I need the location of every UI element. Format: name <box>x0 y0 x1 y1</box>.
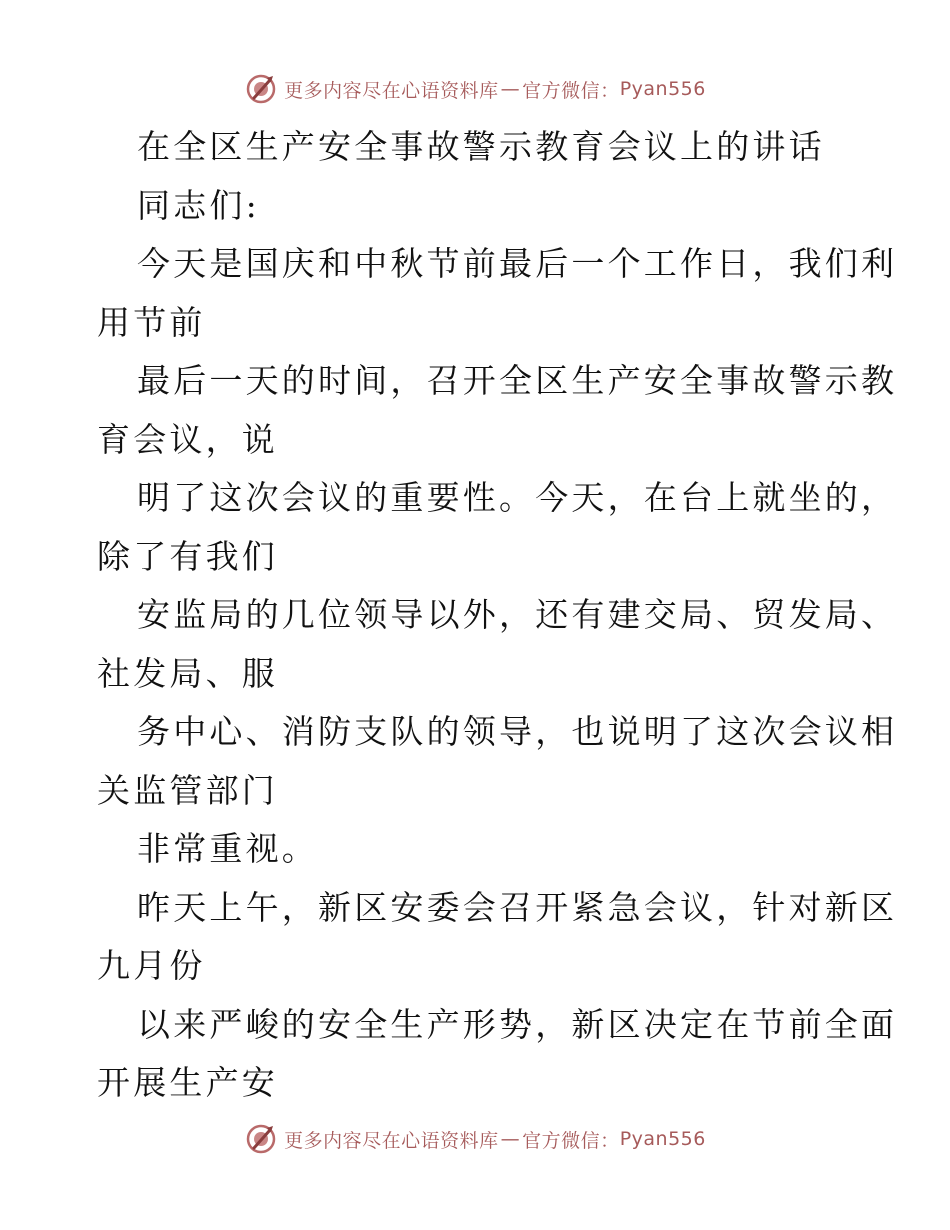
document-line: 安监局的几位领导以外，还有建交局、贸发局、 <box>137 595 898 634</box>
document-line: 九月份 <box>97 946 206 985</box>
document-line: 除了有我们 <box>97 536 278 576</box>
watermark-separator: — <box>500 78 521 100</box>
watermark-wechat-label: 官方微信： <box>522 1129 620 1152</box>
watermark-brand-text: 更多内容尽在心语资料库 <box>284 79 499 102</box>
document-line: 非常重视。 <box>137 829 318 868</box>
document-line: 在全区生产安全事故警示教育会议上的讲话 <box>137 127 825 166</box>
watermark-wechat-id: Pyan556 <box>619 1128 706 1150</box>
pen-logo-icon <box>244 72 278 106</box>
document-line: 社发局、服 <box>97 653 278 693</box>
document-line: 昨天上午，新区安委会召开紧急会议，针对新区 <box>137 887 898 927</box>
document-line: 同志们: <box>137 185 260 225</box>
watermark-footer <box>0 1122 950 1156</box>
document-line: 务中心、消防支队的领导，也说明了这次会议相 <box>137 712 898 751</box>
document-line: 关监管部门 <box>97 770 278 810</box>
watermark-wechat-id: Pyan556 <box>619 78 706 100</box>
document-line: 育会议，说 <box>97 419 278 459</box>
watermark-separator: — <box>500 1128 521 1150</box>
document-line: 用节前 <box>97 302 206 342</box>
watermark-brand-text: 更多内容尽在心语资料库 <box>284 1129 499 1152</box>
document-line: 最后一天的时间，召开全区生产安全事故警示教 <box>137 361 898 400</box>
document-body <box>97 118 898 1113</box>
document-line: 开展生产安 <box>97 1063 278 1102</box>
watermark-wechat-label: 官方微信： <box>522 79 620 102</box>
watermark-header <box>0 72 950 106</box>
document-line: 以来严峻的安全生产形势，新区决定在节前全面 <box>137 1004 898 1044</box>
pen-logo-icon <box>244 1122 278 1156</box>
document-line: 明了这次会议的重要性。今天，在台上就坐的， <box>137 478 898 517</box>
document-line: 今天是国庆和中秋节前最后一个工作日，我们利 <box>137 244 898 283</box>
